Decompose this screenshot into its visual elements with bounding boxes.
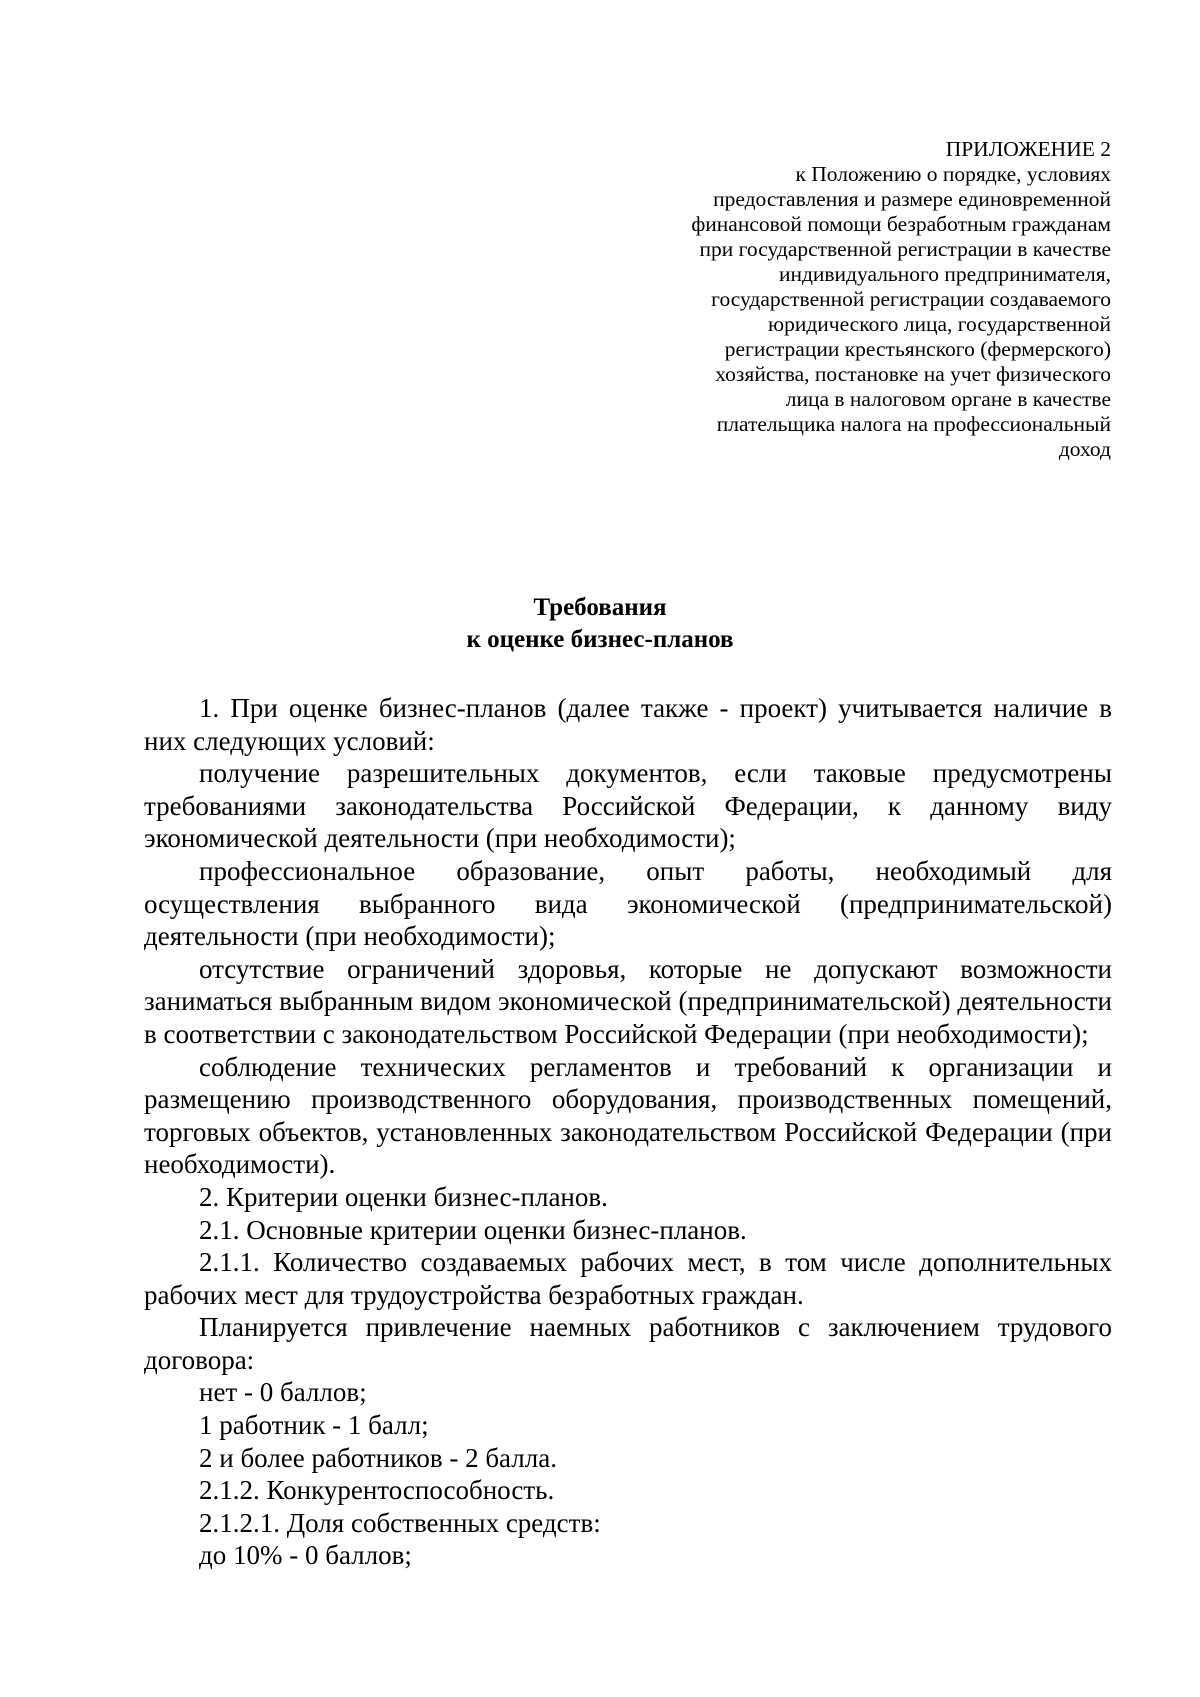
paragraph: 2.1. Основные критерии оценки бизнес-планов. [199,1214,747,1245]
paragraph: до 10% - 0 баллов; [199,1540,412,1571]
title-line-1: Требования [533,594,667,621]
appendix-line: лица в налоговом органе в качестве [785,387,1111,411]
paragraph: 2. Критерии оценки бизнес-планов. [199,1181,608,1212]
document-body [144,692,1112,1572]
appendix-line: доход [1058,437,1111,461]
paragraph: соблюдение технических регламентов и требований к организации и размещению производственного оборудования, производственных помещений, торговых объектов, установленных законодательством Российской Федерации (при необходимости). [144,1051,1112,1180]
appendix-line: при государственной регистрации в качестве [699,237,1111,261]
paragraph: 2 и более работников - 2 балла. [199,1442,557,1473]
paragraph: получение разрешительных документов, если таковые предусмотрены требованиями законодательства Российской Федерации, к данному виду экономической деятельности (при необходимости); [144,758,1112,854]
appendix-header [591,137,1111,462]
appendix-line: индивидуального предпринимателя, [778,262,1111,286]
appendix-line: предоставления и размере единовременной [713,187,1111,211]
appendix-line: к Положению о порядке, условиях [795,162,1111,186]
appendix-line: регистрации крестьянского (фермерского) [724,337,1111,361]
paragraph: 1 работник - 1 балл; [199,1410,429,1441]
appendix-line: государственной регистрации создаваемого [711,287,1111,311]
paragraph: нет - 0 баллов; [199,1377,367,1408]
appendix-title: ПРИЛОЖЕНИЕ 2 [945,137,1111,161]
appendix-line: хозяйства, постановке на учет физического [715,362,1111,386]
paragraph: Планируется привлечение наемных работников с заключением трудового договора: [144,1312,1112,1375]
document-title [0,592,1200,656]
appendix-line: финансовой помощи безработным гражданам [691,212,1111,236]
paragraph: 2.1.1. Количество создаваемых рабочих мест, в том числе дополнительных рабочих мест для трудоустройства безработных граждан. [144,1247,1112,1310]
paragraph: 2.1.2.1. Доля собственных средств: [199,1507,601,1538]
paragraph: профессиональное образование, опыт работы, необходимый для осуществления выбранного вида экономической (предпринимательской) деятельности (при необходимости); [144,855,1112,952]
appendix-line: плательщика налога на профессиональный [716,412,1111,436]
title-line-2: к оценке бизнес-планов [466,626,734,653]
paragraph: отсутствие ограничений здоровья, которые не допускают возможности заниматься выбранным видом экономической (предпринимательской) деятельности в соответствии с законодательством Российской Федерации (при необходимости); [144,953,1112,1049]
appendix-line: юридического лица, государственной [768,312,1111,336]
paragraph: 2.1.2. Конкурентоспособность. [199,1475,555,1506]
paragraph: 1. При оценке бизнес-планов (далее также - проект) учитывается наличие в них следующих условий: [144,693,1112,756]
